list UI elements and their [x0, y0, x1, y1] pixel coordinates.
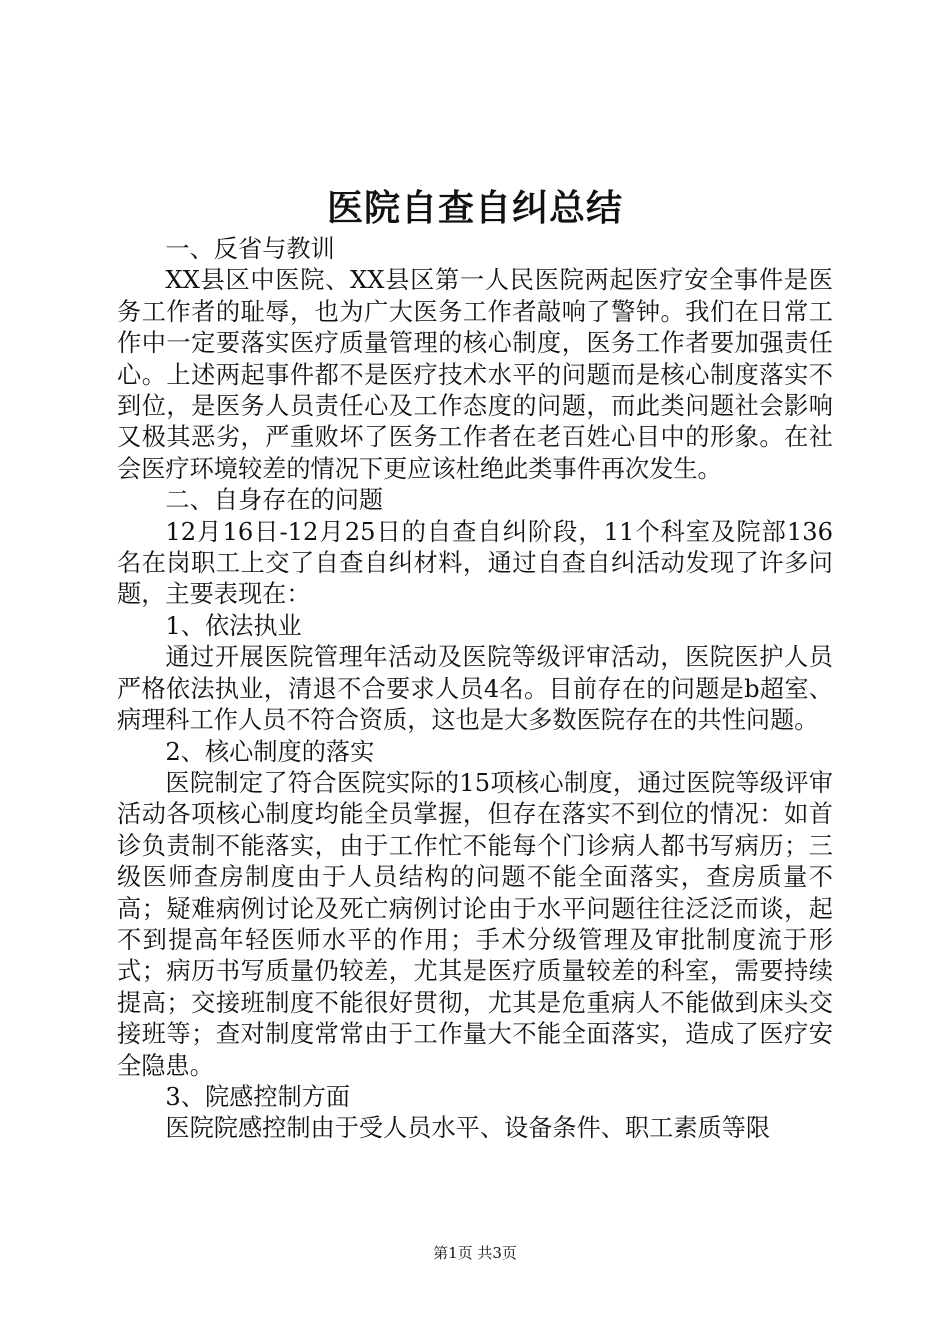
- paragraph-legal-practice: 通过开展医院管理年活动及医院等级评审活动，医院医护人员严格依法执业，清退不合要求人员4名。目前存在的问题是b超室、病理科工作人员不符合资质，这也是大多数医院存在的共性问题。: [117, 643, 833, 735]
- section-heading-reflection: 一、反省与教训: [165, 235, 335, 263]
- paragraph-infection-control: 医院院感控制由于受人员水平、设备条件、职工素质等限: [165, 1114, 771, 1143]
- paragraph-core-systems: 医院制定了符合医院实际的15项核心制度，通过医院等级评审活动各项核心制度均能全员掌握，但存在落实不到位的情况：如首诊负责制不能落实，由于工作忙不能每个门诊病人都书写病历；三级医师查房制度由于人员结构的问题不能全面落实，查房质量不高；疑难病例讨论及死亡病例讨论由于水平问题往往泛泛而谈，起不到提高年轻医师水平的作用；手术分级管理及审批制度流于形式；病历书写质量仍较差，尤其是医疗质量较差的科室，需要持续提高；交接班制度不能很好贯彻，尤其是危重病人不能做到床头交接班等；查对制度常常由于工作量大不能全面落实，造成了医疗安全隐患。: [117, 768, 833, 1080]
- section-heading-problems: 二、自身存在的问题: [165, 486, 384, 515]
- paragraph-safety-incidents: XX县区中医院、XX县区第一人民医院两起医疗安全事件是医务工作者的耻辱，也为广大医务工作者敲响了警钟。我们在日常工作中一定要落实医疗质量管理的核心制度，医务工作者要加强责任心。上述两起事件都不是医疗技术水平的问题而是核心制度落实不到位，是医务人员责任心及工作态度的问题，而此类问题社会影响又极其恶劣，严重败坏了医务工作者在老百姓心目中的形象。在社会医疗环境较差的情况下更应该杜绝此类事件再次发生。: [117, 266, 833, 483]
- subheading-legal-practice: 1、依法执业: [165, 611, 302, 640]
- page-number-footer: 第1页 共3页: [433, 1244, 517, 1262]
- document-body: [117, 234, 833, 1145]
- paragraph-self-inspection: 12月16日-12月25日的自查自纠阶段，11个科室及院部136名在岗职工上交了自查自纠材料，通过自查自纠活动发现了许多问题，主要表现在：: [117, 517, 833, 609]
- document-title: 医院自查自纠总结: [326, 187, 623, 229]
- subheading-core-systems: 2、核心制度的落实: [165, 737, 375, 766]
- subheading-infection-control: 3、院感控制方面: [165, 1082, 351, 1111]
